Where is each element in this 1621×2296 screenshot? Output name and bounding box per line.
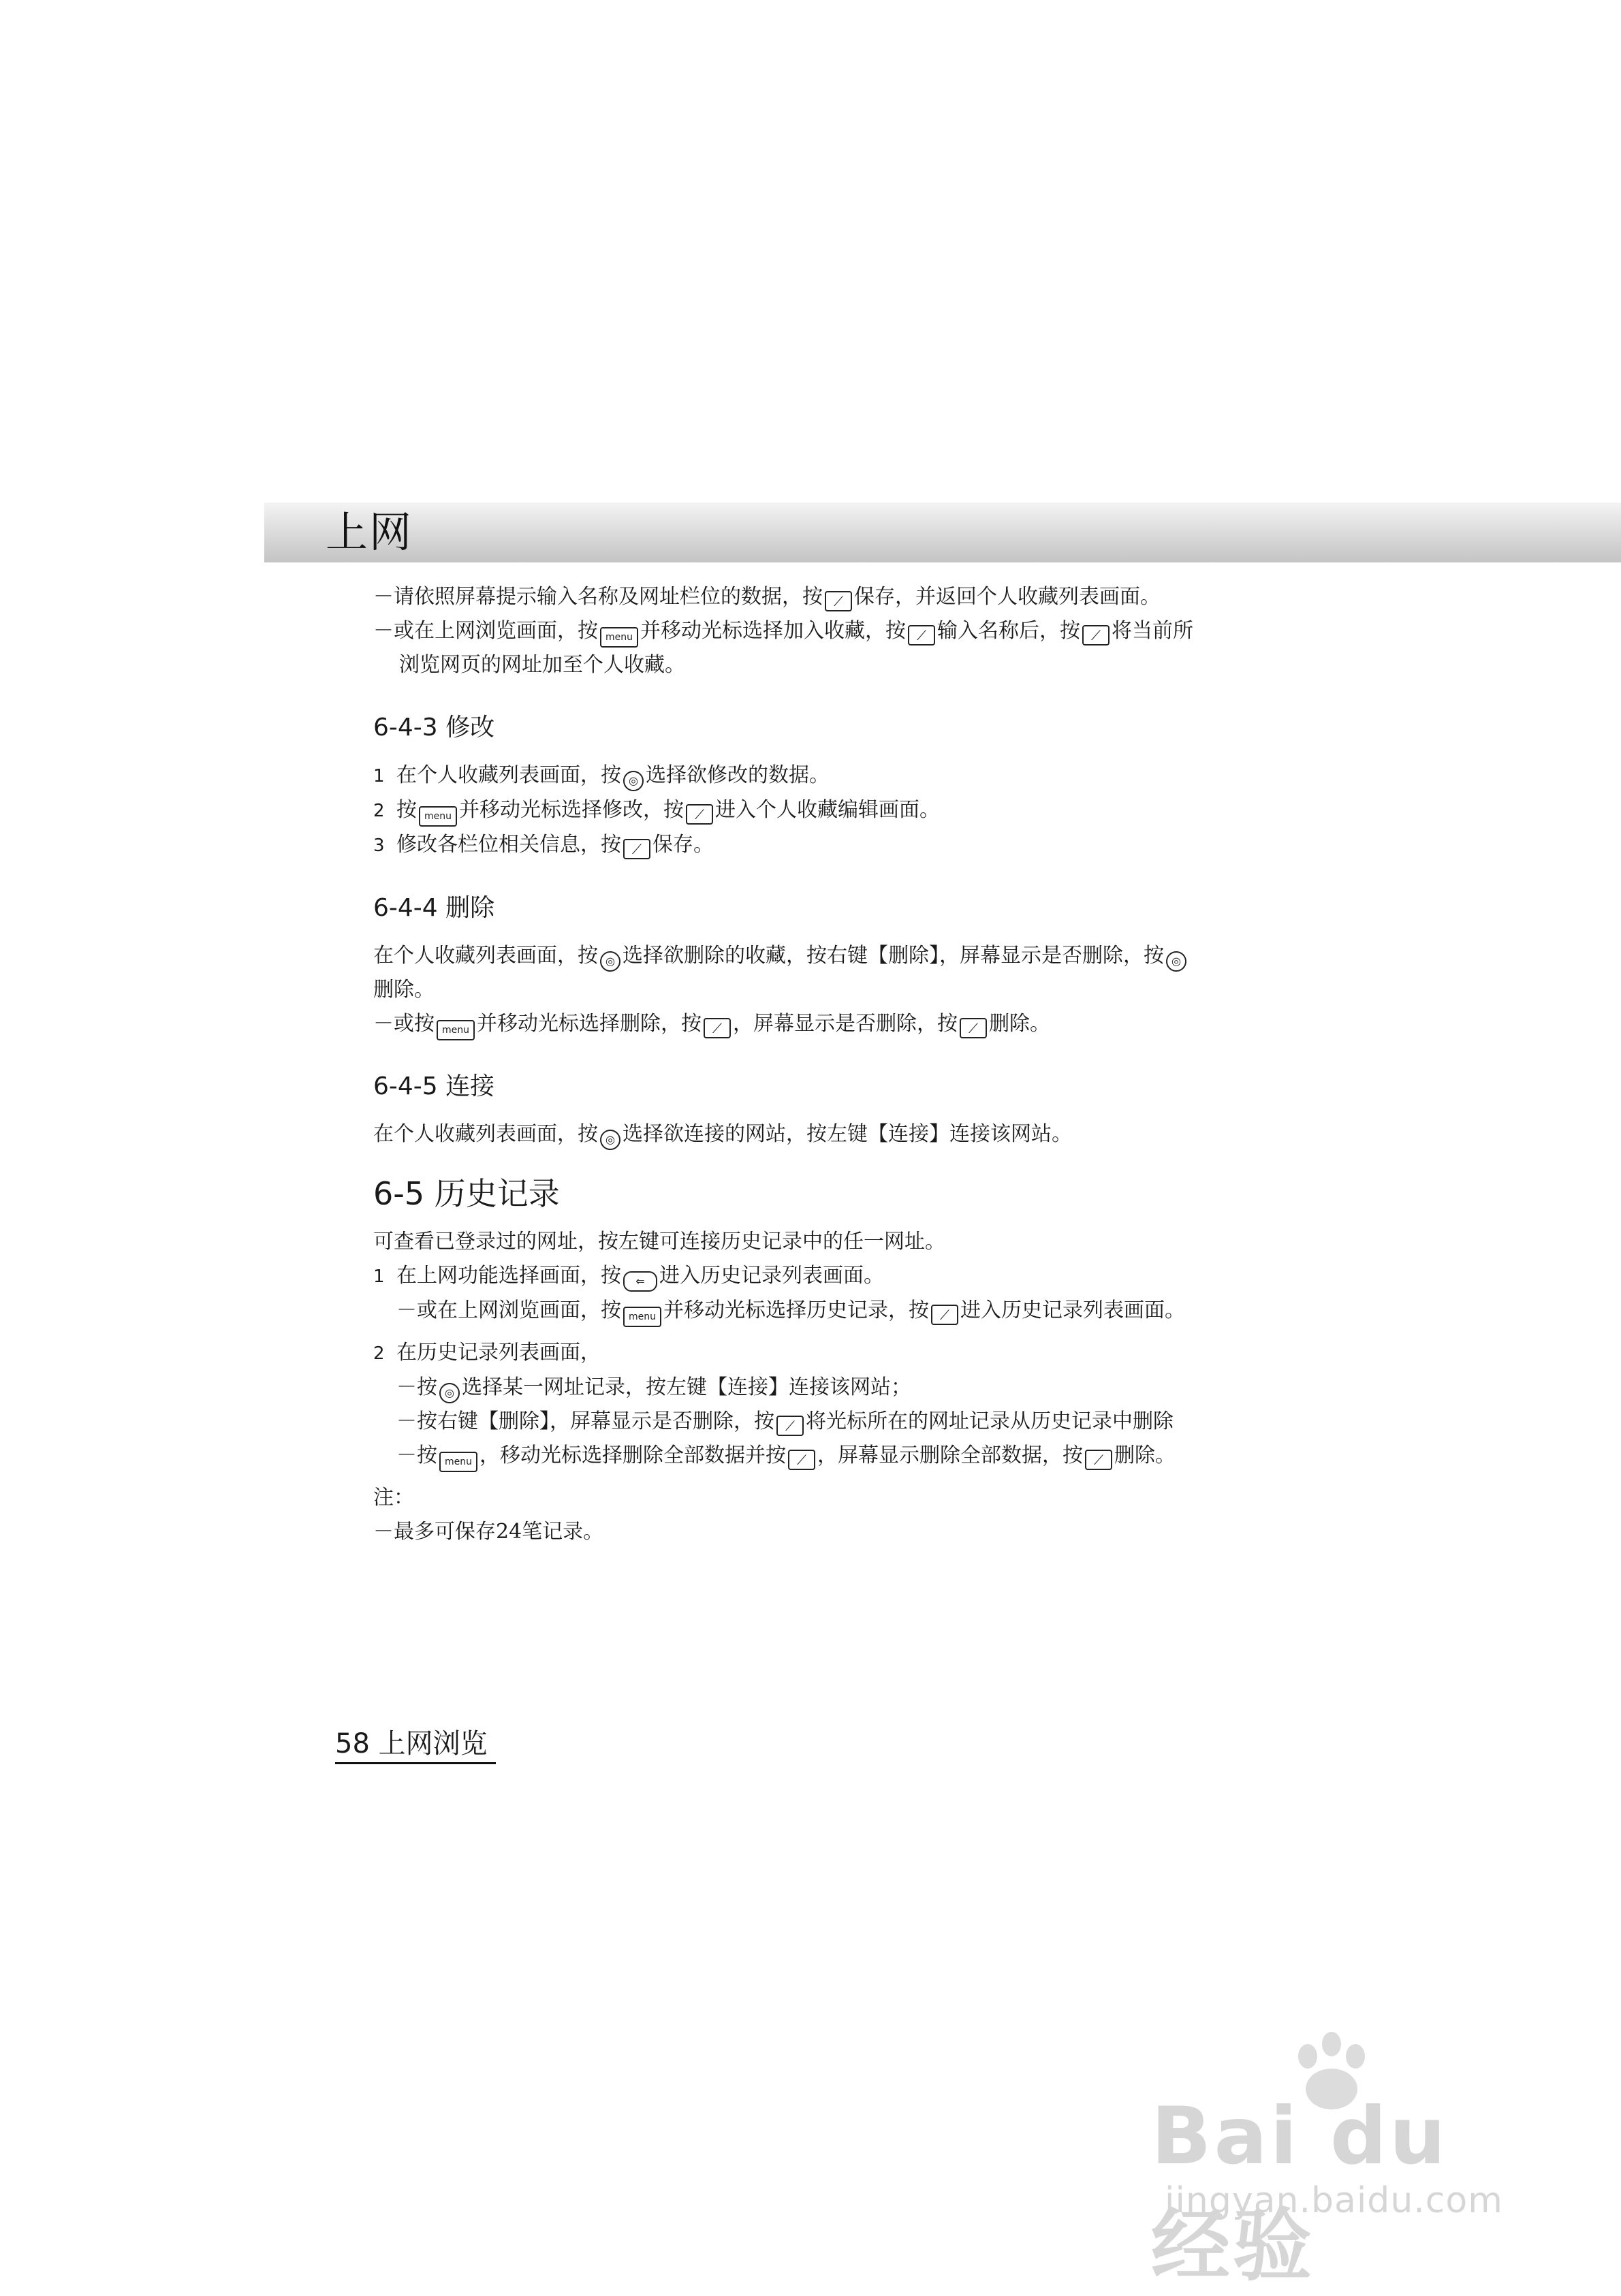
text-run: 浏览网页的网址加至个人收藏。	[399, 653, 685, 677]
menu-key-icon: menu	[439, 1452, 477, 1472]
paragraph-line	[373, 939, 1245, 973]
text-run: 输入名称后，按	[937, 619, 1080, 643]
ok-key-icon: ⟋	[623, 839, 650, 859]
text-run: 可查看已登录过的网址，按左键可连接历史记录中的任一网址。	[373, 1230, 945, 1254]
ok-key-icon: ⟋	[960, 1018, 987, 1038]
text-run: 进入个人收藏编辑画面。	[715, 798, 940, 822]
text-run: 在上网功能选择画面，按	[396, 1264, 621, 1288]
text-run: 选择欲连接的网站，按左键【连接】连接该网站。	[623, 1122, 1072, 1146]
text-run: －最多可保存24笔记录。	[373, 1520, 604, 1544]
text-run: 选择欲删除的收藏，按右键【删除】，屏幕显示是否删除，按	[623, 944, 1164, 968]
paragraph-line	[373, 1371, 1245, 1405]
step-number: 1	[373, 766, 385, 786]
text-run: 将光标所在的网址记录从历史记录中删除	[806, 1409, 1174, 1433]
banner-title: 上网	[326, 507, 413, 557]
ok-key-icon: ⟋	[1082, 625, 1109, 645]
text-run: 删除。	[373, 978, 435, 1002]
text-run: 注：	[373, 1486, 414, 1510]
text-run: 在个人收藏列表画面，按	[373, 944, 598, 968]
numbered-step	[373, 828, 1245, 863]
text-run: 修改各栏位相关信息，按	[396, 833, 621, 857]
text-run: －请依照屏幕提示输入名称及网址栏位的数据，按	[373, 585, 823, 609]
text-run: 在个人收藏列表画面，按	[396, 763, 621, 787]
text-run: 选择欲修改的数据。	[646, 763, 830, 787]
text-run: 进入历史记录列表画面。	[960, 1298, 1185, 1322]
text-run: 删除。	[1114, 1444, 1176, 1467]
text-run: －或在上网浏览画面，按	[396, 1298, 621, 1322]
paragraph-line	[373, 1117, 1245, 1151]
section-banner	[264, 503, 1621, 562]
text-run: －按	[396, 1444, 437, 1467]
step-number: 1	[373, 1266, 385, 1287]
ok-key-icon: ⟋	[1085, 1450, 1112, 1470]
text-run: 删除。	[989, 1012, 1050, 1036]
spacer	[373, 1328, 1245, 1336]
numbered-step	[373, 1336, 1245, 1371]
watermark-url: jingyan.baidu.com	[1165, 2180, 1503, 2221]
numbered-step	[373, 759, 1245, 793]
text-run: ，移动光标选择删除全部数据并按	[479, 1444, 786, 1467]
section-heading: 6-5 历史记录	[373, 1175, 560, 1212]
paragraph-line	[373, 1007, 1245, 1041]
nav-key-icon: ◎	[600, 1130, 620, 1150]
text-run: 并移动光标选择删除，按	[477, 1012, 702, 1036]
section-heading: 6-4-3 修改	[373, 714, 495, 742]
numbered-step	[373, 1259, 1245, 1294]
nav-key-icon: ◎	[600, 951, 620, 972]
text-run: －或按	[373, 1012, 435, 1036]
text-run: 在个人收藏列表画面，按	[373, 1122, 598, 1146]
spacer	[373, 1473, 1245, 1481]
paragraph-line	[373, 648, 1245, 682]
menu-key-icon: menu	[419, 806, 457, 827]
paragraph-line	[373, 1294, 1245, 1328]
paragraph-line	[373, 1481, 1245, 1515]
text-run: 保存。	[652, 833, 714, 857]
menu-key-icon: menu	[600, 627, 638, 648]
paragraph-line	[373, 1439, 1245, 1473]
text-run: 将当前所	[1112, 619, 1193, 643]
ok-key-icon: ⟋	[776, 1416, 804, 1436]
text-run: 并移动光标选择修改，按	[459, 798, 684, 822]
web-key-icon: ⇐	[623, 1271, 657, 1292]
text-run: －或在上网浏览画面，按	[373, 619, 598, 643]
text-run: 并移动光标选择加入收藏，按	[640, 619, 906, 643]
text-run: －按右键【删除】，屏幕显示是否删除，按	[396, 1409, 774, 1433]
nav-key-icon: ◎	[1166, 951, 1186, 972]
paragraph-line	[373, 1225, 1245, 1259]
text-run: 按	[396, 798, 417, 822]
section-heading: 6-4-4 删除	[373, 894, 495, 922]
paragraph-line	[373, 580, 1245, 614]
watermark-brand: Bai du 经验	[1151, 2090, 1449, 2292]
section-heading: 6-4-5 连接	[373, 1072, 495, 1100]
step-number: 3	[373, 835, 385, 856]
paragraph-line	[373, 1515, 1245, 1549]
ok-key-icon: ⟋	[704, 1018, 731, 1038]
ok-key-icon: ⟋	[825, 591, 852, 611]
ok-key-icon: ⟋	[788, 1450, 815, 1470]
step-number: 2	[373, 801, 385, 821]
nav-key-icon: ◎	[623, 771, 644, 791]
ok-key-icon: ⟋	[931, 1305, 958, 1325]
numbered-step	[373, 793, 1245, 828]
paragraph-line	[373, 1405, 1245, 1439]
menu-key-icon: menu	[623, 1307, 661, 1327]
text-run: －按	[396, 1375, 437, 1399]
text-run: 并移动光标选择历史记录，按	[663, 1298, 929, 1322]
ok-key-icon: ⟋	[908, 625, 935, 645]
menu-key-icon: menu	[437, 1020, 475, 1040]
watermark	[1151, 2029, 1532, 2292]
text-run: 进入历史记录列表画面。	[659, 1264, 884, 1288]
document-body	[373, 580, 1245, 1549]
page-footer: 58 上网浏览	[335, 1725, 496, 1764]
ok-key-icon: ⟋	[686, 804, 713, 825]
step-number: 2	[373, 1343, 385, 1364]
text-run: ，屏幕显示是否删除，按	[733, 1012, 958, 1036]
text-run: 保存，并返回个人收藏列表画面。	[854, 585, 1161, 609]
paragraph-line	[373, 973, 1245, 1007]
text-run: 在历史记录列表画面，	[396, 1341, 601, 1365]
text-run: 选择某一网址记录，按左键【连接】连接该网站；	[462, 1375, 911, 1399]
text-run: ，屏幕显示删除全部数据，按	[817, 1444, 1083, 1467]
paragraph-line	[373, 614, 1245, 648]
nav-key-icon: ◎	[439, 1383, 460, 1403]
